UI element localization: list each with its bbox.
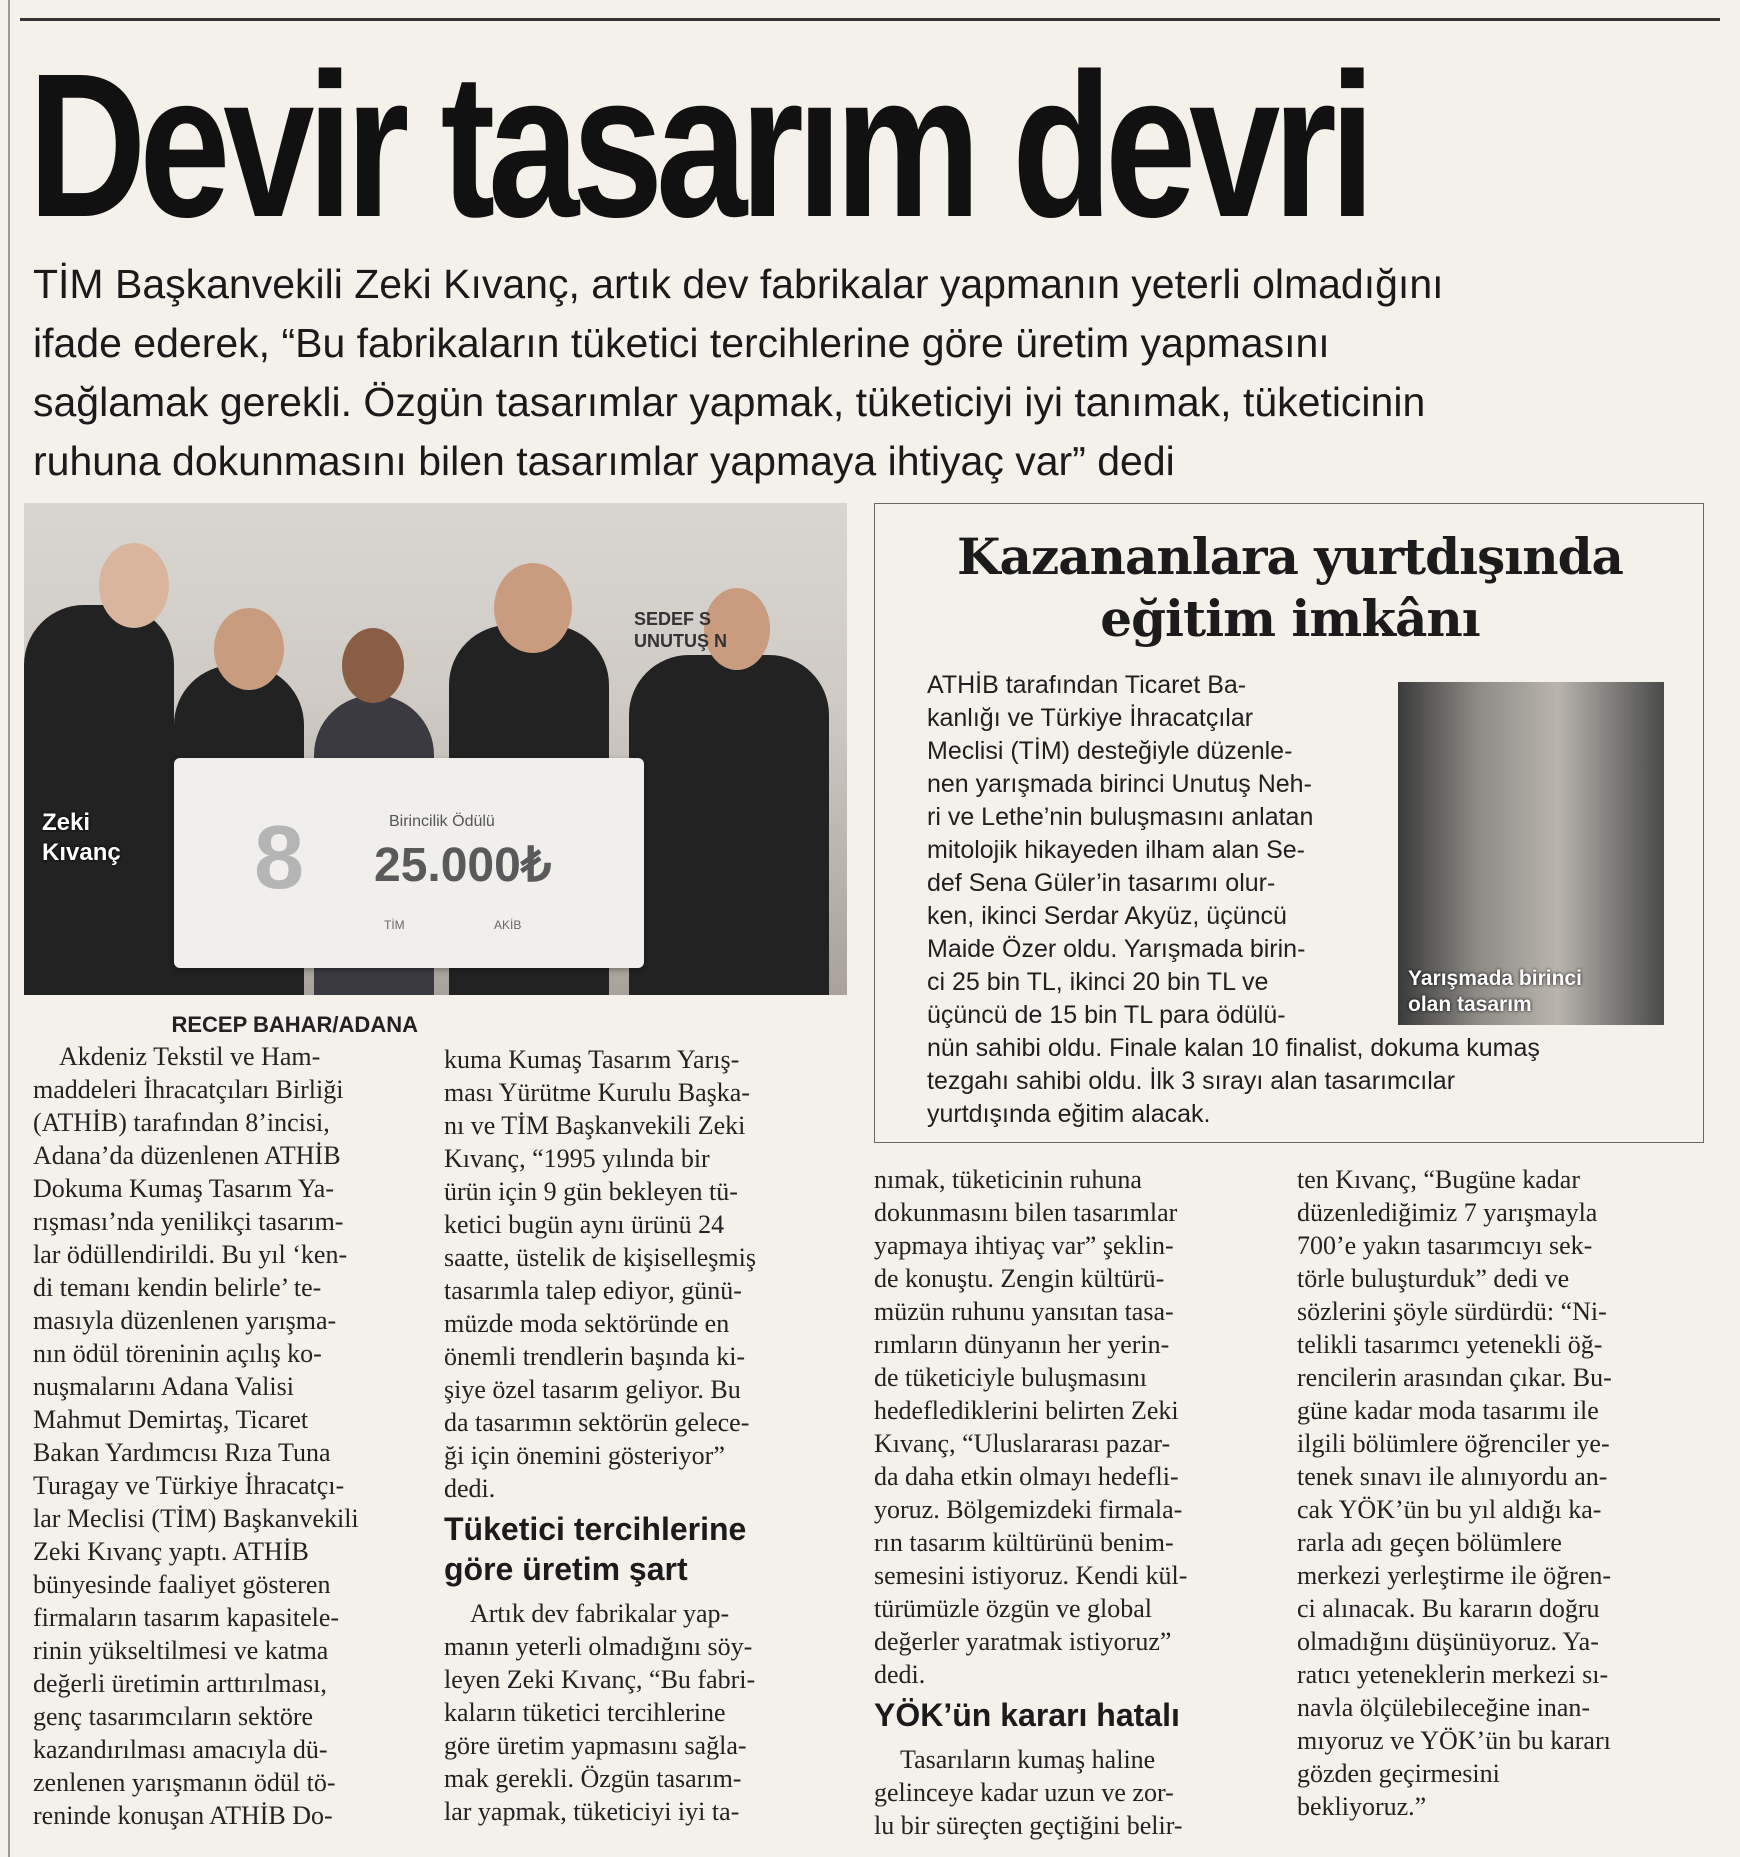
check-tim-logo: TİM <box>384 918 405 932</box>
text-line: sözlerini şöyle sürdürdü: “Ni- <box>1297 1297 1607 1326</box>
text-line: Kıvanç <box>42 839 121 866</box>
text-line: ketici bugün aynı ürünü 24 <box>444 1210 725 1239</box>
text-line: tenek sınavı ile alınıyordu an- <box>1297 1462 1608 1491</box>
person-figure <box>629 655 829 995</box>
subheading <box>874 1695 1269 1735</box>
column-4-text <box>1297 1163 1697 1823</box>
text-line: da daha etkin olmayı hedefli- <box>874 1462 1179 1491</box>
text-line: Yarışmada birinci <box>1408 967 1582 990</box>
text-line: nın ödül töreninin açılış ko- <box>33 1339 322 1368</box>
text-line: türümüzle özgün ve global <box>874 1594 1152 1623</box>
text-line: ürün için 9 gün bekleyen tü- <box>444 1177 738 1206</box>
text-line: ratıcı yeteneklerin merkezi sı- <box>1297 1660 1609 1689</box>
text-line: reninde konuşan ATHİB Do- <box>33 1801 333 1830</box>
text-line: törle buluşturduk” dedi ve <box>1297 1264 1570 1293</box>
text-line: semesini istiyoruz. Kendi kül- <box>874 1561 1188 1590</box>
sidebar-text <box>927 669 1540 1131</box>
column-3 <box>874 1163 1269 1842</box>
text-line: olan tasarım <box>1408 993 1532 1016</box>
text-line: Maide Özer oldu. Yarışmada birin- <box>927 935 1306 963</box>
text-line: sağlamak gerekli. Özgün tasarımlar yapmak, tüketiciyi iyi tanımak, tüketicinin <box>33 379 1426 425</box>
text-line: ATHİB tarafından Ticaret Ba- <box>927 671 1247 699</box>
column-2-text-cont <box>444 1597 839 1828</box>
text-line: di temanı kendin belirle’ te- <box>33 1273 322 1302</box>
text-line: nımak, tüketicinin ruhuna <box>874 1165 1142 1194</box>
sidebar-title <box>875 526 1705 650</box>
text-line: dokunmasını bilen tasarımlar <box>874 1198 1178 1227</box>
check-akib-logo: AKİB <box>494 918 522 932</box>
text-line: müzde moda sektöründe en <box>444 1309 730 1338</box>
text-line: Akdeniz Tekstil ve Ham- <box>59 1042 321 1071</box>
text-line: da tasarımın sektörün gelece- <box>444 1408 750 1437</box>
text-line: masıyla düzenlenen yarışma- <box>33 1306 337 1335</box>
text-line: dedi. <box>444 1474 496 1503</box>
text-line: YÖK’ün kararı hatalı <box>874 1697 1180 1733</box>
text-line: ken, ikinci Serdar Akyüz, üçüncü <box>927 902 1287 930</box>
person-head <box>214 608 284 690</box>
award-photo <box>24 503 847 995</box>
text-line: lar yapmak, tüketiciyi iyi ta- <box>444 1797 740 1826</box>
text-line: genç tasarımcıların sektöre <box>33 1702 314 1731</box>
text-line: merkezi yerleştirme ile öğren- <box>1297 1561 1612 1590</box>
text-line: maddeleri İhracatçıları Birliği <box>33 1075 344 1104</box>
text-line: zenlenen yarışmanın ödül tö- <box>33 1768 336 1797</box>
text-line: manın yeterli olmadığını söy- <box>444 1632 753 1661</box>
text-line: de tüketiciyle buluşmasını <box>874 1363 1147 1392</box>
text-line: firmaların tasarım kapasitele- <box>33 1603 340 1632</box>
text-line: Meclisi (TİM) desteğiyle düzenle- <box>927 737 1293 765</box>
text-line: lu bir süreçten geçtiğini belir- <box>874 1811 1183 1840</box>
text-line: dedi. <box>874 1660 926 1689</box>
top-rule <box>20 18 1720 21</box>
column-1 <box>33 1010 418 1832</box>
text-line: ği için önemini gösteriyor” <box>444 1441 725 1470</box>
person-head <box>99 543 169 628</box>
text-line: olmadığını düşünüyoruz. Ya- <box>1297 1627 1599 1656</box>
text-line: düzenlediğimiz 7 yarışmayla <box>1297 1198 1598 1227</box>
text-line: UNUTUŞ N <box>634 631 727 651</box>
text-line: Kazananlara yurtdışında <box>957 527 1623 586</box>
banner-text <box>634 608 727 652</box>
text-line: Zeki Kıvanç yaptı. ATHİB <box>33 1537 309 1566</box>
person-figure <box>24 605 174 995</box>
text-line: rinin yükseltilmesi ve katma <box>33 1636 329 1665</box>
text-line: Tüketici tercihlerine <box>444 1511 747 1547</box>
text-line: rın tasarım kültürünü benim- <box>874 1528 1174 1557</box>
text-line: Kıvanç, “1995 yılında bir <box>444 1144 710 1173</box>
text-line: ruhuna dokunmasını bilen tasarımlar yapmaya ihtiyaç var” dedi <box>33 438 1175 484</box>
text-line: Tasarıların kumaş haline <box>900 1745 1156 1774</box>
column-2 <box>444 1043 839 1828</box>
text-line: nı ve TİM Başkanvekili Zeki <box>444 1111 746 1140</box>
column-2-text <box>444 1043 839 1505</box>
text-line: göre üretim yapmasını sağla- <box>444 1731 747 1760</box>
text-line: gelinceye kadar uzun ve zor- <box>874 1778 1174 1807</box>
text-line: ci alınacak. Bu kararın doğru <box>1297 1594 1600 1623</box>
text-line: ması Yürütme Kurulu Başka- <box>444 1078 750 1107</box>
text-line: ifade ederek, “Bu fabrikaların tüketici tercihlerine göre üretim yapmasını <box>33 320 1330 366</box>
text-line: Zeki <box>42 809 91 836</box>
text-line: kaların tüketici tercihlerine <box>444 1698 726 1727</box>
text-line: değerli üretimin arttırılması, <box>33 1669 327 1698</box>
text-line: mitolojik hikayeden ilham alan Se- <box>927 836 1305 864</box>
text-line: yoruz. Bölgemizdeki firmala- <box>874 1495 1183 1524</box>
text-line: eğitim imkânı <box>1100 589 1480 648</box>
text-line: önemli trendlerin başında ki- <box>444 1342 746 1371</box>
sidebar-box <box>874 503 1704 1143</box>
text-line: değerler yaratmak istiyoruz” <box>874 1627 1172 1656</box>
text-line: bünyesinde faaliyet gösteren <box>33 1570 331 1599</box>
text-line: lar Meclisi (TİM) Başkanvekili <box>33 1504 359 1533</box>
text-line: kazandırılması amacıyla dü- <box>33 1735 328 1764</box>
text-line: telikli tasarımcı yetenekli öğ- <box>1297 1330 1603 1359</box>
text-line: yurtdışında eğitim alacak. <box>927 1100 1211 1128</box>
text-line: Turagay ve Türkiye İhracatçı- <box>33 1471 345 1500</box>
text-line: kanlığı ve Türkiye İhracatçılar <box>927 704 1254 732</box>
text-line: Adana’da düzenlenen ATHİB <box>33 1141 341 1170</box>
text-line: hedeflediklerini belirten Zeki <box>874 1396 1179 1425</box>
column-3-text-cont <box>874 1743 1269 1842</box>
deck <box>33 255 1723 491</box>
text-line: rışması’nda yenilikçi tasarım- <box>33 1207 344 1236</box>
text-line: ri ve Lethe’nin buluşmasını anlatan <box>927 803 1314 831</box>
text-line: ci 25 bin TL, ikinci 20 bin TL ve <box>927 968 1269 996</box>
column-4 <box>1297 1163 1697 1823</box>
text-line: cak YÖK’ün bu yıl aldığı ka- <box>1297 1495 1602 1524</box>
text-line: saatte, üstelik de kişiselleşmiş <box>444 1243 756 1272</box>
column-3-text <box>874 1163 1269 1691</box>
text-line: navla ölçülebileceğine inan- <box>1297 1693 1591 1722</box>
text-line: mak gerekli. Özgün tasarım- <box>444 1764 742 1793</box>
text-line: bekliyoruz.” <box>1297 1792 1427 1821</box>
text-line: TİM Başkanvekili Zeki Kıvanç, artık dev fabrikalar yapmanın yeterli olmadığını <box>33 261 1444 307</box>
text-line: gözden geçirmesini <box>1297 1759 1500 1788</box>
text-line: Bakan Yardımcısı Rıza Tuna <box>33 1438 331 1467</box>
photo-caption <box>42 808 121 868</box>
page-edge <box>8 0 10 1857</box>
text-line: Dokuma Kumaş Tasarım Ya- <box>33 1174 335 1203</box>
text-line: mıyoruz ve YÖK’ün bu kararı <box>1297 1726 1611 1755</box>
text-line: şiye özel tasarım geliyor. Bu <box>444 1375 741 1404</box>
text-line: ilgili bölümlere öğrenciler ye- <box>1297 1429 1610 1458</box>
text-line: tasarımla talep ediyor, günü- <box>444 1276 742 1305</box>
text-line: 700’e yakın tasarımcıyı sek- <box>1297 1231 1593 1260</box>
text-line: leyen Zeki Kıvanç, “Bu fabri- <box>444 1665 756 1694</box>
award-check <box>174 758 644 968</box>
byline: RECEP BAHAR/ADANA <box>171 1012 418 1037</box>
text-line: göre üretim şart <box>444 1551 688 1587</box>
text-line: rımların dünyanın her yerin- <box>874 1330 1170 1359</box>
text-line: lar ödüllendirildi. Bu yıl ‘ken- <box>33 1240 348 1269</box>
person-head <box>494 563 572 653</box>
text-line: de konuştu. Zengin kültürü- <box>874 1264 1165 1293</box>
text-line: kuma Kumaş Tasarım Yarış- <box>444 1045 740 1074</box>
text-line: Artık dev fabrikalar yap- <box>470 1599 730 1628</box>
text-line: müzün ruhunu yansıtan tasa- <box>874 1297 1174 1326</box>
text-line: (ATHİB) tarafından 8’incisi, <box>33 1108 330 1137</box>
text-line: tezgahı sahibi oldu. İlk 3 sırayı alan tasarımcılar <box>927 1067 1456 1095</box>
person-head <box>342 628 404 703</box>
text-line: nün sahibi oldu. Finale kalan 10 finalist, dokuma kumaş <box>927 1034 1540 1062</box>
check-amount: 25.000₺ <box>374 839 552 892</box>
subheading <box>444 1509 839 1589</box>
text-line: SEDEF S <box>634 609 712 629</box>
text-line: üçüncü de 15 bin TL para ödülü- <box>927 1001 1286 1029</box>
text-line: rarla adı geçen bölümlere <box>1297 1528 1562 1557</box>
text-line: yapmaya ihtiyaç var” şeklin- <box>874 1231 1174 1260</box>
text-line: Mahmut Demirtaş, Ticaret <box>33 1405 309 1434</box>
text-line: def Sena Güler’in tasarımı olur- <box>927 869 1276 897</box>
text-line: ten Kıvanç, “Bugüne kadar <box>1297 1165 1581 1194</box>
text-line: rencilerin arasından çıkar. Bu- <box>1297 1363 1612 1392</box>
text-line: nen yarışmada birinci Unutuş Neh- <box>927 770 1312 798</box>
text-line: Kıvanç, “Uluslararası pazar- <box>874 1429 1171 1458</box>
headline: Devir tasarım devri <box>28 31 1369 260</box>
text-line: güne kadar moda tasarımı ile <box>1297 1396 1599 1425</box>
text-line: nuşmalarını Adana Valisi <box>33 1372 294 1401</box>
check-title: Birincilik Ödülü <box>389 813 495 830</box>
check-number: 8 <box>254 808 305 908</box>
column-1-text <box>33 1040 418 1832</box>
